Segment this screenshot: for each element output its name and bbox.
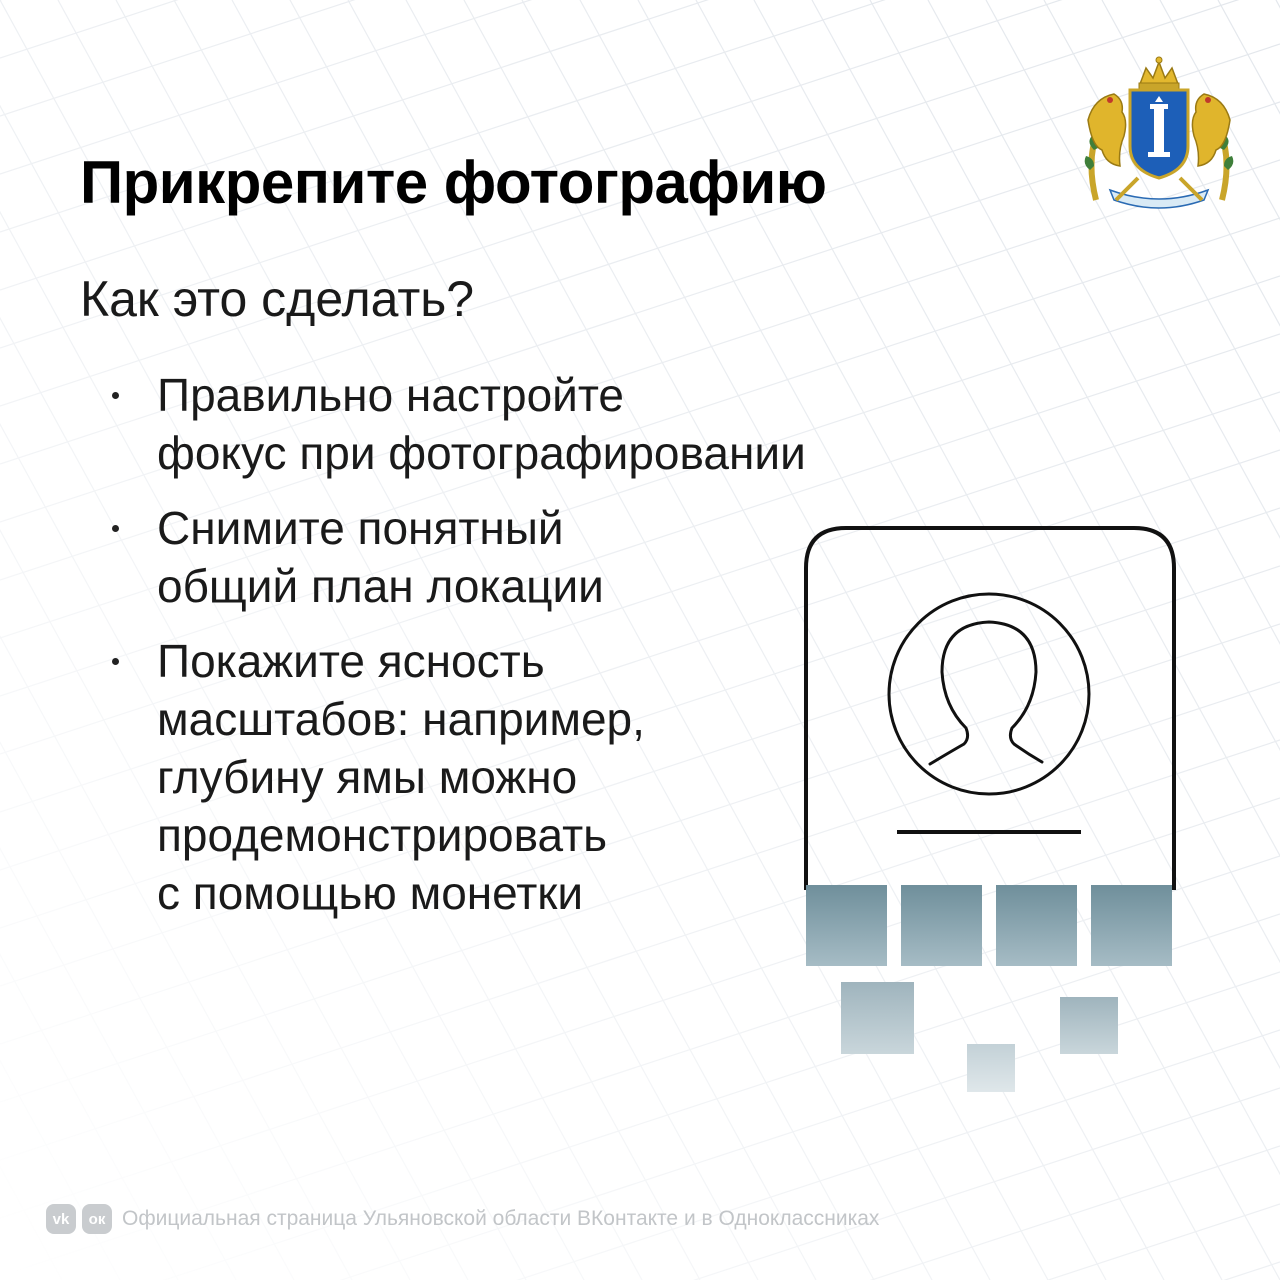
odnoklassniki-logo-icon[interactable] xyxy=(82,1204,112,1234)
tips-list xyxy=(112,366,806,922)
vk-logo-label: vk xyxy=(52,1210,70,1228)
tip-line: Покажите ясность xyxy=(157,635,545,687)
footer xyxy=(46,1203,879,1235)
tip-line: продемонстрировать xyxy=(157,809,608,861)
vk-logo-icon[interactable] xyxy=(46,1204,76,1234)
tip-line: общий план локации xyxy=(157,560,604,612)
ulyanovsk-coat-of-arms-icon xyxy=(1076,50,1242,210)
ok-logo-label: ок xyxy=(88,1210,106,1228)
tip-item-scale xyxy=(112,632,806,922)
page-title: Прикрепите фотографию xyxy=(80,149,827,216)
bullet-dot-icon xyxy=(112,525,119,532)
tip-line: с помощью монетки xyxy=(157,867,584,919)
tip-item-overview xyxy=(112,499,806,615)
profile-card-illustration xyxy=(800,520,1180,1100)
bullet-dot-icon xyxy=(112,658,119,665)
tip-line: глубину ямы можно xyxy=(157,751,578,803)
page-subtitle: Как это сделать? xyxy=(80,271,475,327)
profile-card-icon xyxy=(800,520,1180,1100)
footer-text: Официальная страница Ульяновской области ВКонтакте и в Одноклассниках xyxy=(122,1207,880,1230)
tip-item-focus xyxy=(112,366,806,482)
tip-line: масштабов: например, xyxy=(157,693,645,745)
tip-line: Снимите понятный xyxy=(157,502,564,554)
bullet-dot-icon xyxy=(112,392,119,399)
coat-of-arms xyxy=(1076,50,1242,210)
tip-line: Правильно настройте xyxy=(157,369,624,421)
tip-line: фокус при фотографировании xyxy=(157,427,806,479)
